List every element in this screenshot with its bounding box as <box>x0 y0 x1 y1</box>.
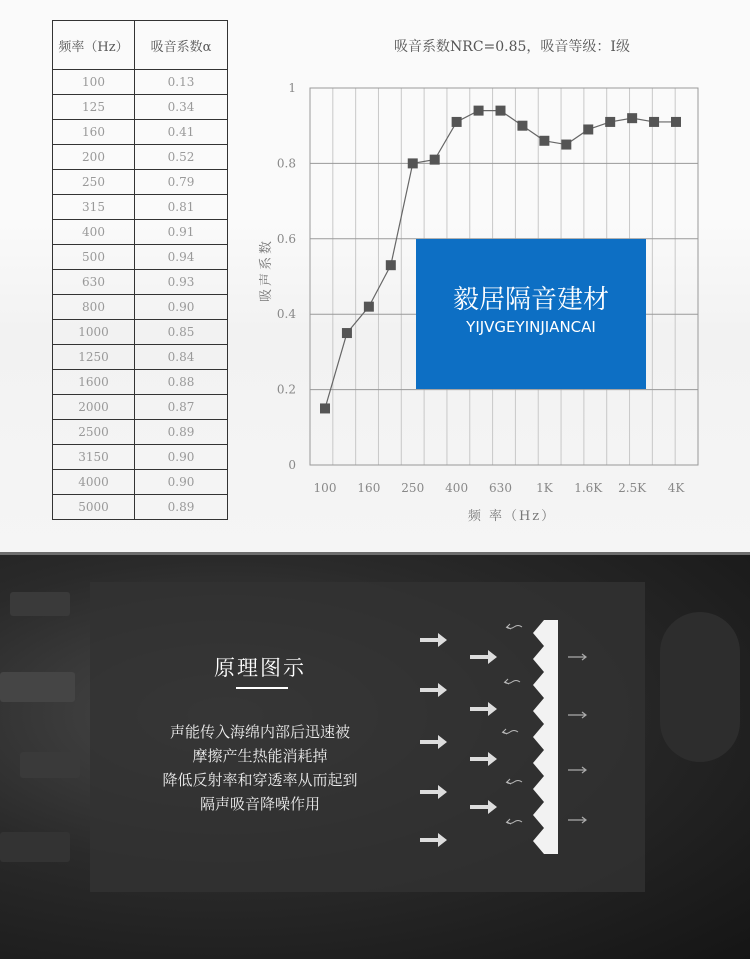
principle-section <box>0 552 750 959</box>
frequency-cell: 4000 <box>53 470 135 495</box>
incoming-arrow-icon <box>420 735 447 749</box>
data-point <box>561 140 571 150</box>
table-row <box>53 345 228 370</box>
frequency-cell: 1600 <box>53 370 135 395</box>
description-line: 摩擦产生热能消耗掉 <box>192 747 328 765</box>
table-row <box>53 470 228 495</box>
reflected-wave-icon <box>506 624 522 629</box>
data-point <box>583 124 593 134</box>
table-row <box>53 295 228 320</box>
x-tick-label: 160 <box>357 481 381 495</box>
coefficient-cell: 0.13 <box>135 70 228 95</box>
watermark-title: 毅居隔音建材 <box>452 285 610 315</box>
description-line: 隔声吸音降噪作用 <box>199 795 320 813</box>
header-frequency: 频率（Hz） <box>53 21 135 70</box>
data-point <box>496 106 506 116</box>
frequency-cell: 315 <box>53 195 135 220</box>
incoming-arrow-icon <box>420 833 447 847</box>
mixer-fader <box>20 752 80 778</box>
y-tick-label: 0.2 <box>276 382 296 397</box>
y-axis-label: 吸声系数 <box>259 237 274 303</box>
description-line: 声能传入海绵内部后迅速被 <box>169 723 350 741</box>
header-coefficient: 吸音系数α <box>135 21 228 70</box>
data-point <box>539 136 549 146</box>
frequency-cell: 200 <box>53 145 135 170</box>
reflected-wave-icon <box>504 679 520 684</box>
incoming-arrow-icon <box>470 800 497 814</box>
incoming-arrow-icon <box>470 650 497 664</box>
x-tick-label: 4K <box>667 481 685 495</box>
x-tick-label: 100 <box>313 481 337 495</box>
reflected-wave-icon <box>506 819 522 824</box>
x-tick-label: 1.6K <box>574 481 603 495</box>
divider <box>0 552 750 555</box>
coefficient-cell: 0.90 <box>135 445 228 470</box>
description-line: 降低反射率和穿透率从而起到 <box>162 771 358 789</box>
frequency-cell: 800 <box>53 295 135 320</box>
transmitted-arrow-icon <box>568 654 586 660</box>
y-tick-label: 1 <box>288 81 296 95</box>
table-row <box>53 245 228 270</box>
coefficient-cell: 0.41 <box>135 120 228 145</box>
table-row <box>53 70 228 95</box>
table-row <box>53 195 228 220</box>
data-point <box>386 260 396 270</box>
y-tick-label: 0.4 <box>276 307 296 322</box>
frequency-cell: 630 <box>53 270 135 295</box>
absorption-chart <box>250 30 720 530</box>
absorption-table <box>52 20 228 520</box>
coefficient-cell: 0.52 <box>135 145 228 170</box>
frequency-cell: 2500 <box>53 420 135 445</box>
coefficient-cell: 0.88 <box>135 370 228 395</box>
frequency-cell: 1000 <box>53 320 135 345</box>
coefficient-cell: 0.84 <box>135 345 228 370</box>
data-point <box>342 328 352 338</box>
coefficient-cell: 0.90 <box>135 470 228 495</box>
data-point <box>364 302 374 312</box>
principle-description <box>110 720 410 816</box>
watermark-subtitle: YIJVGEYINJIANCAI <box>466 318 596 336</box>
frequency-cell: 3150 <box>53 445 135 470</box>
y-tick-label: 0.6 <box>276 231 296 246</box>
table-row <box>53 270 228 295</box>
coefficient-cell: 0.93 <box>135 270 228 295</box>
table-row <box>53 495 228 520</box>
title-underline <box>236 687 288 689</box>
table-row <box>53 220 228 245</box>
coefficient-cell: 0.94 <box>135 245 228 270</box>
x-tick-label: 250 <box>401 481 425 495</box>
y-tick-label: 0 <box>288 458 296 472</box>
data-point <box>430 155 440 165</box>
table-row <box>53 420 228 445</box>
coefficient-cell: 0.85 <box>135 320 228 345</box>
reflected-wave-icon <box>506 779 522 784</box>
table-row <box>53 120 228 145</box>
mixer-fader <box>0 832 70 862</box>
coefficient-cell: 0.90 <box>135 295 228 320</box>
data-point <box>605 117 615 127</box>
coefficient-cell: 0.34 <box>135 95 228 120</box>
frequency-cell: 1250 <box>53 345 135 370</box>
data-point <box>517 121 527 131</box>
coefficient-cell: 0.87 <box>135 395 228 420</box>
data-point <box>671 117 681 127</box>
data-point <box>474 106 484 116</box>
frequency-cell: 100 <box>53 70 135 95</box>
data-point <box>649 117 659 127</box>
coefficient-cell: 0.89 <box>135 495 228 520</box>
mixer-knob <box>10 592 70 616</box>
coefficient-cell: 0.81 <box>135 195 228 220</box>
principle-title: 原理图示 <box>214 656 306 680</box>
data-point <box>627 113 637 123</box>
frequency-cell: 125 <box>53 95 135 120</box>
data-point <box>320 403 330 413</box>
incoming-arrow-icon <box>420 785 447 799</box>
table-row <box>53 370 228 395</box>
coefficient-cell: 0.79 <box>135 170 228 195</box>
x-tick-label: 1K <box>536 481 553 495</box>
incoming-arrow-icon <box>420 683 447 697</box>
x-tick-label: 2.5K <box>618 481 647 495</box>
table-row <box>53 395 228 420</box>
coefficient-cell: 0.89 <box>135 420 228 445</box>
table-row <box>53 170 228 195</box>
y-tick-label: 0.8 <box>276 156 296 171</box>
table-row <box>53 445 228 470</box>
transmitted-arrow-icon <box>568 817 586 823</box>
data-point <box>408 158 418 168</box>
table-row <box>53 145 228 170</box>
incoming-arrow-icon <box>470 702 497 716</box>
transmitted-arrow-icon <box>568 712 586 718</box>
frequency-cell: 250 <box>53 170 135 195</box>
background-shape <box>660 612 740 762</box>
incoming-arrow-icon <box>420 633 447 647</box>
chart-title: 吸音系数NRC=0.85，吸音等级：I级 <box>394 39 630 55</box>
transmitted-arrow-icon <box>568 767 586 773</box>
frequency-cell: 5000 <box>53 495 135 520</box>
coefficient-cell: 0.91 <box>135 220 228 245</box>
incoming-arrow-icon <box>470 752 497 766</box>
x-tick-label: 400 <box>445 481 469 495</box>
reflected-wave-icon <box>502 729 518 734</box>
absorber-surface-icon <box>533 620 558 854</box>
table-row <box>53 95 228 120</box>
mixer-fader <box>0 672 75 702</box>
frequency-cell: 500 <box>53 245 135 270</box>
table-header-row <box>53 21 228 70</box>
x-tick-label: 630 <box>489 481 512 495</box>
frequency-cell: 160 <box>53 120 135 145</box>
x-axis-label: 频 率（Hz） <box>467 509 557 524</box>
frequency-cell: 2000 <box>53 395 135 420</box>
brand-watermark <box>416 239 646 389</box>
table-row <box>53 320 228 345</box>
frequency-cell: 400 <box>53 220 135 245</box>
data-point <box>452 117 462 127</box>
